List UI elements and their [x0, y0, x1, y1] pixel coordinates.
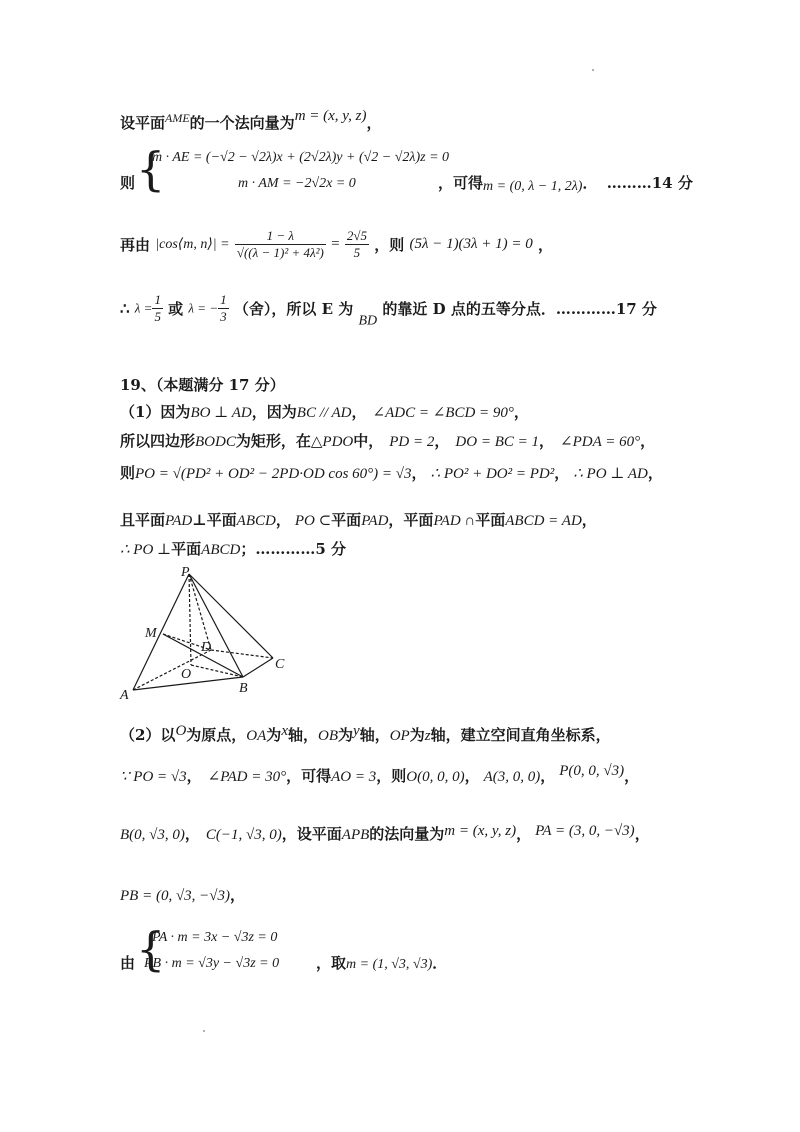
text: ， [538, 236, 554, 254]
equation: m · AE = (−√2 − √2λ)x + (2√2λ)y + (√2 − √2λ)z = 0 [152, 150, 450, 165]
scan-dot [203, 1030, 205, 1032]
text-line: （1）因为BO ⊥ AD，因为BC // AD， ∠ADC = ∠BCD = 90°， [120, 403, 529, 421]
text-line: 且平面PAD⊥平面ABCD， PO ⊂平面PAD，平面PAD ∩平面ABCD = AD， [120, 511, 597, 529]
equation-system [120, 142, 720, 200]
math: m = (x, y, z) [294, 108, 367, 124]
label-M: M [145, 626, 157, 641]
math: AME [165, 111, 190, 125]
equation: PB · m = √3y − √3z = 0 [144, 956, 280, 971]
fraction: $\frac{1}{5}$ [154, 292, 161, 324]
text: ，可得 [438, 174, 484, 192]
label-D: D [201, 640, 212, 655]
text-line: （2）以O为原点，OA为x轴，OB为y轴，OP为z轴，建立空间直角坐标系， [120, 723, 611, 744]
label-O: O [181, 667, 192, 682]
math: m = (0, λ − 1, 2λ) [483, 179, 583, 194]
pyramid-figure [115, 562, 305, 702]
text-line: ∴ PO ⊥平面ABCD；…………5 分 [120, 540, 347, 558]
text: 设平面 [120, 114, 166, 132]
equation: PA · m = 3x − √3z = 0 [152, 930, 278, 945]
text: ． [582, 174, 598, 192]
scan-dot [592, 69, 594, 71]
text-line [120, 292, 657, 330]
text-line: 所以四边形BODC为矩形，在△PDO中， PD = 2， DO = BC = 1， ∠PDA = 60°， [120, 432, 656, 450]
text: 的一个法向量为 [189, 114, 295, 132]
equation-system [120, 922, 520, 980]
math: = [331, 236, 340, 252]
equation: m · AM = −2√2x = 0 [238, 176, 356, 191]
brace: { [136, 922, 166, 976]
text: 由 [120, 954, 136, 972]
text: ． [432, 954, 448, 972]
fraction: $\frac{1 - \lambda}{\text{√((λ − 1)² + 4λ²)}}$ [236, 228, 324, 260]
label-P: P [181, 565, 190, 580]
math: m = (1, √3, √3) [346, 957, 433, 972]
text-line: B(0, √3, 0)， C(−1, √3, 0)，设平面APB的法向量为m = (x, y, z)， PA = (3, 0, −√3)， [120, 823, 650, 843]
math: |cos⟨m, n⟩| = [155, 237, 230, 252]
brace: { [136, 142, 166, 196]
text-line: PB = (0, √3, −√3)， [120, 886, 246, 904]
text: ， [366, 114, 382, 132]
text: ∴ [120, 299, 130, 318]
text-line: ∵ PO = √3， ∠PAD = 30°，可得AO = 3，则O(0, 0, 0)， A(3, 0, 0)， P(0, 0, √3)， [120, 763, 640, 785]
text: 的靠近 D 点的五等分点．…………17 分 [382, 300, 657, 318]
text: 则 [120, 174, 136, 192]
label-B: B [239, 681, 248, 696]
math: λ = [134, 300, 153, 316]
text-line: 则PO = √(PD² + OD² − 2PD·OD cos 60°) = √3， ∴ PO² + DO² = PD²， ∴ PO ⊥ AD， [120, 464, 663, 482]
math: λ = − [188, 300, 219, 316]
score: ………14 分 [606, 174, 693, 192]
label-A: A [120, 688, 129, 702]
text-line [120, 108, 381, 133]
math: (5λ − 1)(3λ + 1) = 0 [409, 236, 533, 252]
text: 或 [168, 300, 184, 318]
text: （舍），所以 E 为 [233, 300, 354, 318]
text: ，取 [316, 954, 347, 972]
text: 再由 [120, 236, 151, 254]
label-C: C [275, 657, 285, 672]
text: ，则 [374, 236, 405, 254]
fraction: $\frac{1}{3}$ [220, 292, 227, 324]
text-line [120, 228, 553, 261]
math: BD [358, 313, 378, 329]
fraction: $\frac{2√5}{5}$ [346, 228, 367, 260]
question-title: 19、（本题满分 17 分） [120, 376, 285, 394]
